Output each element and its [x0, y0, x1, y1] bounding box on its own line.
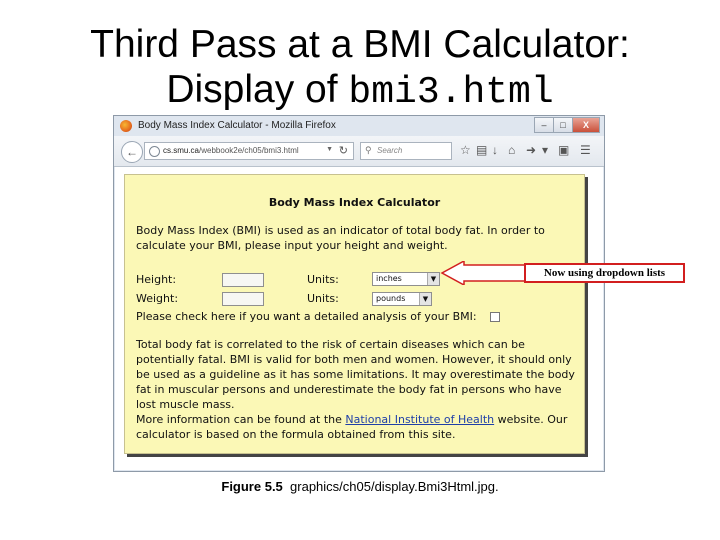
- figure-caption: [0, 479, 720, 494]
- chevron-down-icon: ▼: [427, 273, 439, 285]
- weight-units-select[interactable]: [372, 292, 432, 306]
- intro-paragraph: Body Mass Index (BMI) is used as an indicator of total body fat. In order to calculate your BMI, please input your height and weight.: [136, 224, 545, 252]
- page-viewport: [115, 167, 603, 470]
- more-info-text-after: website. Our calculator is based on the formula obtained from this site.: [136, 413, 568, 441]
- address-bar[interactable]: [144, 142, 354, 160]
- weight-units-value: pounds: [376, 294, 406, 303]
- reload-icon[interactable]: ↻: [338, 145, 348, 157]
- weight-input[interactable]: [222, 292, 264, 306]
- info-paragraph: Total body fat is correlated to the risk of certain diseases which can be potentially fatal. BMI is valid for both men and women. However, it should only be used as a guideline as it has some limitations. It may overestimate the body fat in muscular persons and underestimate the body fat in persons who have lost muscle mass.: [136, 338, 575, 411]
- maximize-button[interactable]: □: [553, 117, 573, 133]
- browser-window: [113, 115, 605, 472]
- callout-arrow: [440, 261, 530, 285]
- url-host: cs.smu.ca: [163, 146, 200, 155]
- weight-row: [136, 291, 576, 306]
- download-icon[interactable]: ↓: [492, 143, 498, 157]
- close-button[interactable]: X: [572, 117, 600, 133]
- window-controls: [535, 117, 600, 132]
- nih-link[interactable]: National Institute of Health: [345, 413, 495, 426]
- slide-title-prefix: Display of: [166, 68, 338, 111]
- height-input[interactable]: [222, 273, 264, 287]
- more-info-text: More information can be found at the: [136, 413, 346, 426]
- globe-icon: [149, 146, 160, 157]
- detail-checkbox[interactable]: [490, 312, 500, 322]
- height-units-label: Units:: [307, 273, 339, 286]
- navigation-toolbar: [114, 136, 604, 167]
- bookmark-star-icon[interactable]: ☆: [460, 143, 471, 157]
- page-heading: Body Mass Index Calculator: [268, 196, 441, 209]
- bmi-form-box: [124, 174, 585, 454]
- slide-title-code: bmi3.html: [348, 71, 554, 114]
- minimize-button[interactable]: –: [534, 117, 554, 133]
- slide-title: [0, 22, 720, 115]
- height-units-select[interactable]: [372, 272, 440, 286]
- detail-row: [136, 309, 576, 324]
- share-icon[interactable]: ➜: [526, 143, 537, 157]
- menu-icon[interactable]: ☰: [580, 143, 591, 157]
- slide-title-line2: [0, 67, 720, 115]
- figure-path: graphics/ch05/display.Bmi3Html.jpg.: [290, 479, 499, 494]
- callout-label: Now using dropdown lists: [524, 263, 685, 283]
- home-icon[interactable]: ⌂: [508, 143, 516, 157]
- detail-check-label: Please check here if you want a detailed analysis of your BMI:: [136, 310, 477, 323]
- url-path: /webbook2e/ch05/bmi3.html: [199, 146, 299, 155]
- height-label: Height:: [136, 273, 177, 286]
- url-text: [163, 146, 299, 155]
- weight-label: Weight:: [136, 292, 179, 305]
- screenshot-icon[interactable]: ▣: [558, 143, 570, 157]
- window-title: Body Mass Index Calculator - Mozilla Firefox: [138, 120, 336, 131]
- chevron-down-icon: ▼: [419, 293, 431, 305]
- search-placeholder: Search: [377, 146, 403, 155]
- reading-list-icon[interactable]: ▤: [476, 143, 488, 157]
- more-info-paragraph: [136, 412, 582, 442]
- slide-title-line1: Third Pass at a BMI Calculator:: [90, 23, 630, 66]
- figure-label: Figure 5.5: [221, 479, 283, 494]
- toolbar-dropdown-icon[interactable]: ▾: [542, 143, 549, 157]
- firefox-logo-icon: [120, 120, 132, 132]
- search-bar[interactable]: [360, 142, 452, 160]
- window-titlebar: [114, 116, 604, 136]
- weight-units-label: Units:: [307, 292, 339, 305]
- back-arrow-icon[interactable]: ←: [121, 141, 143, 163]
- height-units-value: inches: [376, 274, 402, 283]
- url-dropdown-icon[interactable]: ▼: [326, 146, 333, 153]
- search-icon: ⚲: [365, 145, 372, 155]
